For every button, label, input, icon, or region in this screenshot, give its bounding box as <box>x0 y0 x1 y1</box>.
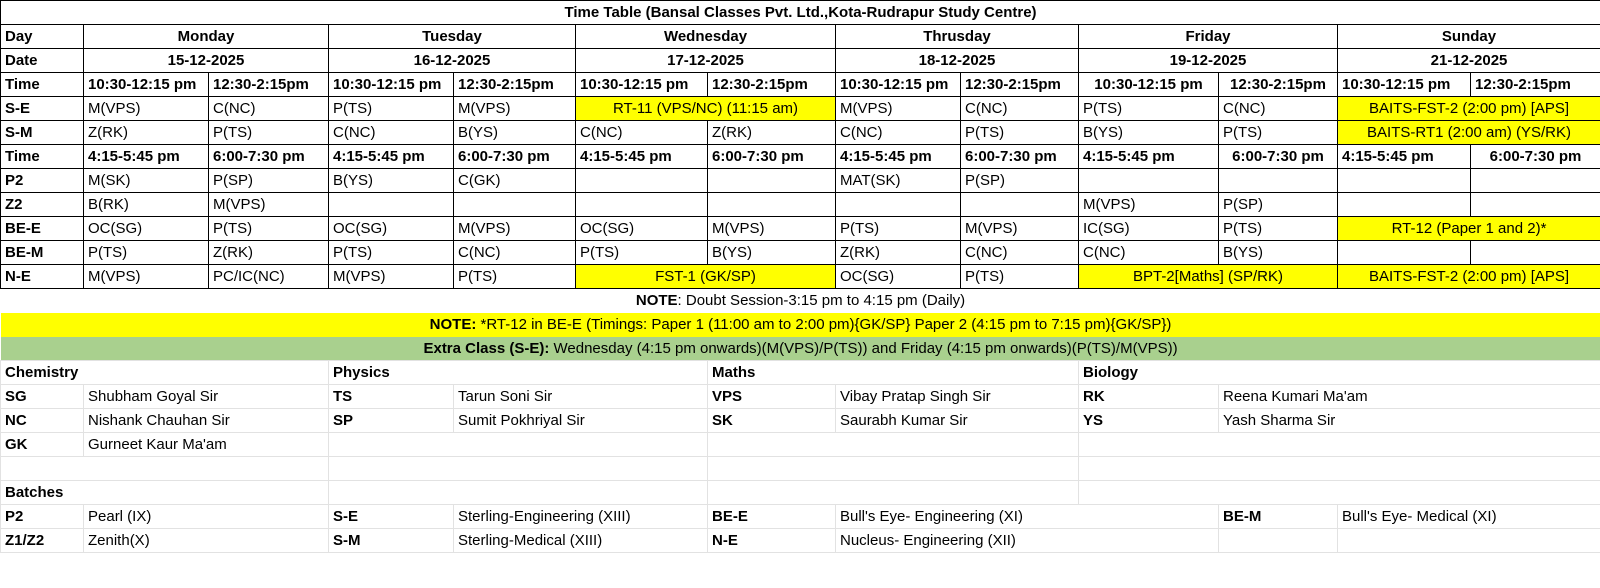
empty-cell <box>708 433 1079 457</box>
class-cell: C(NC) <box>1219 97 1338 121</box>
faculty-code: GK <box>1 433 84 457</box>
note-text: : Doubt Session-3:15 pm to 4:15 pm (Daily) <box>677 292 966 310</box>
slot-morning-1: 10:30-12:15 pm <box>1079 73 1219 97</box>
slot-morning-1: 10:30-12:15 pm <box>84 73 209 97</box>
class-cell <box>1471 169 1600 193</box>
class-cell: OC(SG) <box>84 217 209 241</box>
empty-cell <box>1 457 329 481</box>
extra-class-note <box>1 337 1600 361</box>
faculty-code: RK <box>1079 385 1219 409</box>
faculty-code: TS <box>329 385 454 409</box>
class-cell: M(VPS) <box>84 97 209 121</box>
class-cell: M(SK) <box>84 169 209 193</box>
empty-cell <box>329 457 708 481</box>
date-friday: 19-12-2025 <box>1079 49 1338 73</box>
slot-evening-1: 4:15-5:45 pm <box>836 145 961 169</box>
batch-label: P2 <box>1 169 84 193</box>
class-cell <box>1079 169 1219 193</box>
slot-morning-2: 12:30-2:15pm <box>1471 73 1600 97</box>
slot-evening-2: 6:00-7:30 pm <box>1219 145 1338 169</box>
batch-label: BE-M <box>1 241 84 265</box>
class-cell: M(VPS) <box>209 193 329 217</box>
note-label: NOTE: <box>429 316 477 333</box>
note-label: NOTE <box>635 292 678 310</box>
batch-name: Pearl (IX) <box>84 505 329 529</box>
class-cell: C(NC) <box>1079 241 1219 265</box>
batch-name: Bull's Eye- Engineering (XI) <box>836 505 1219 529</box>
faculty-code: YS <box>1079 409 1219 433</box>
empty-cell <box>329 481 708 505</box>
class-cell: M(VPS) <box>84 265 209 289</box>
batch-label: S-E <box>1 97 84 121</box>
class-cell: P(SP) <box>961 169 1079 193</box>
class-cell: M(VPS) <box>329 265 454 289</box>
class-cell: B(YS) <box>708 241 836 265</box>
slot-evening-1: 4:15-5:45 pm <box>84 145 209 169</box>
test-cell: RT-11 (VPS/NC) (11:15 am) <box>576 97 836 121</box>
class-cell: P(TS) <box>329 241 454 265</box>
class-cell: M(VPS) <box>454 217 576 241</box>
date-thursday: 18-12-2025 <box>836 49 1079 73</box>
batch-code: BE-M <box>1219 505 1338 529</box>
faculty-name: Vibay Pratap Singh Sir <box>836 385 1079 409</box>
batch-code: BE-E <box>708 505 836 529</box>
class-cell <box>1338 193 1471 217</box>
faculty-code: SP <box>329 409 454 433</box>
date-monday: 15-12-2025 <box>84 49 329 73</box>
time-label: Time <box>1 73 84 97</box>
day-friday: Friday <box>1079 25 1338 49</box>
class-cell: C(GK) <box>454 169 576 193</box>
class-cell: C(NC) <box>836 121 961 145</box>
date-label: Date <box>1 49 84 73</box>
class-cell: P(SP) <box>209 169 329 193</box>
batch-label: N-E <box>1 265 84 289</box>
batch-label: BE-E <box>1 217 84 241</box>
class-cell: P(TS) <box>961 121 1079 145</box>
test-cell: FST-1 (GK/SP) <box>576 265 836 289</box>
faculty-code: SK <box>708 409 836 433</box>
batch-code: N-E <box>708 529 836 553</box>
slot-morning-2: 12:30-2:15pm <box>454 73 576 97</box>
class-cell <box>1471 241 1600 265</box>
class-cell: B(YS) <box>454 121 576 145</box>
page-title: Time Table (Bansal Classes Pvt. Ltd.,Kota-Rudrapur Study Centre) <box>1 1 1600 25</box>
rt12-note <box>1 313 1600 337</box>
class-cell: P(SP) <box>1219 193 1338 217</box>
class-cell <box>961 193 1079 217</box>
slot-morning-1: 10:30-12:15 pm <box>836 73 961 97</box>
faculty-name: Saurabh Kumar Sir <box>836 409 1079 433</box>
class-cell: OC(SG) <box>576 217 708 241</box>
class-cell: P(TS) <box>1219 121 1338 145</box>
slot-morning-2: 12:30-2:15pm <box>1219 73 1338 97</box>
slot-morning-1: 10:30-12:15 pm <box>329 73 454 97</box>
subject-chemistry: Chemistry <box>1 361 329 385</box>
class-cell: Z(RK) <box>209 241 329 265</box>
slot-morning-2: 12:30-2:15pm <box>708 73 836 97</box>
time-label: Time <box>1 145 84 169</box>
test-cell: BAITS-RT1 (2:00 am) (YS/RK) <box>1338 121 1600 145</box>
batch-code <box>1219 529 1338 553</box>
class-cell: OC(SG) <box>329 217 454 241</box>
slot-morning-2: 12:30-2:15pm <box>961 73 1079 97</box>
class-cell: C(NC) <box>961 97 1079 121</box>
class-cell: MAT(SK) <box>836 169 961 193</box>
subject-maths: Maths <box>708 361 1079 385</box>
slot-morning-2: 12:30-2:15pm <box>209 73 329 97</box>
class-cell: C(NC) <box>961 241 1079 265</box>
date-wednesday: 17-12-2025 <box>576 49 836 73</box>
empty-cell <box>1079 457 1600 481</box>
slot-evening-2: 6:00-7:30 pm <box>961 145 1079 169</box>
subject-physics: Physics <box>329 361 708 385</box>
test-cell: BAITS-FST-2 (2:00 pm) [APS] <box>1338 97 1600 121</box>
class-cell: M(VPS) <box>454 97 576 121</box>
day-monday: Monday <box>84 25 329 49</box>
empty-cell <box>329 433 708 457</box>
empty-cell <box>708 481 1079 505</box>
test-cell: RT-12 (Paper 1 and 2)* <box>1338 217 1600 241</box>
class-cell <box>1338 169 1471 193</box>
batch-name <box>1338 529 1600 553</box>
slot-evening-1: 4:15-5:45 pm <box>329 145 454 169</box>
date-sunday: 21-12-2025 <box>1338 49 1600 73</box>
class-cell <box>1471 193 1600 217</box>
day-label: Day <box>1 25 84 49</box>
batch-name: Sterling-Engineering (XIII) <box>454 505 708 529</box>
slot-morning-1: 10:30-12:15 pm <box>1338 73 1471 97</box>
class-cell: P(TS) <box>1219 217 1338 241</box>
faculty-name: Reena Kumari Ma'am <box>1219 385 1600 409</box>
batch-name: Zenith(X) <box>84 529 329 553</box>
slot-evening-2: 6:00-7:30 pm <box>454 145 576 169</box>
faculty-code: SG <box>1 385 84 409</box>
slot-evening-2: 6:00-7:30 pm <box>708 145 836 169</box>
class-cell: P(TS) <box>454 265 576 289</box>
class-cell: PC/IC(NC) <box>209 265 329 289</box>
test-cell: BAITS-FST-2 (2:00 pm) [APS] <box>1338 265 1600 289</box>
note-text: *RT-12 in BE-E (Timings: Paper 1 (11:00 am to 2:00 pm){GK/SP} Paper 2 (4:15 pm to 7:15 pm){GK/SP}) <box>476 316 1172 333</box>
batches-heading: Batches <box>1 481 329 505</box>
slot-evening-2: 6:00-7:30 pm <box>209 145 329 169</box>
slot-evening-1: 4:15-5:45 pm <box>1338 145 1471 169</box>
batch-name: Sterling-Medical (XIII) <box>454 529 708 553</box>
class-cell: P(TS) <box>1079 97 1219 121</box>
class-cell: C(NC) <box>454 241 576 265</box>
batch-name: Bull's Eye- Medical (XI) <box>1338 505 1600 529</box>
class-cell: M(VPS) <box>836 97 961 121</box>
day-wednesday: Wednesday <box>576 25 836 49</box>
slot-evening-1: 4:15-5:45 pm <box>1079 145 1219 169</box>
empty-cell <box>1079 433 1600 457</box>
class-cell: IC(SG) <box>1079 217 1219 241</box>
note-label: Extra Class (S-E): <box>423 339 550 357</box>
class-cell: Z(RK) <box>84 121 209 145</box>
subject-biology: Biology <box>1079 361 1600 385</box>
class-cell: B(YS) <box>1079 121 1219 145</box>
class-cell <box>708 169 836 193</box>
class-cell <box>329 193 454 217</box>
class-cell: OC(SG) <box>836 265 961 289</box>
class-cell <box>576 169 708 193</box>
batch-label: S-M <box>1 121 84 145</box>
empty-cell <box>708 457 1079 481</box>
faculty-code: VPS <box>708 385 836 409</box>
note-text: Wednesday (4:15 pm onwards)(M(VPS)/P(TS)) and Friday (4:15 pm onwards)(P(TS)/M(VPS)) <box>549 339 1178 357</box>
batch-code: S-M <box>329 529 454 553</box>
date-tuesday: 16-12-2025 <box>329 49 576 73</box>
test-cell: BPT-2[Maths] (SP/RK) <box>1079 265 1338 289</box>
class-cell: P(TS) <box>961 265 1079 289</box>
class-cell: P(TS) <box>209 121 329 145</box>
faculty-name: Tarun Soni Sir <box>454 385 708 409</box>
class-cell: P(TS) <box>329 97 454 121</box>
class-cell: M(VPS) <box>1079 193 1219 217</box>
batch-name: Nucleus- Engineering (XII) <box>836 529 1219 553</box>
faculty-name: Yash Sharma Sir <box>1219 409 1600 433</box>
class-cell <box>836 193 961 217</box>
slot-evening-2: 6:00-7:30 pm <box>1471 145 1600 169</box>
batch-code: Z1/Z2 <box>1 529 84 553</box>
class-cell <box>576 193 708 217</box>
class-cell: P(TS) <box>576 241 708 265</box>
class-cell: B(YS) <box>1219 241 1338 265</box>
empty-cell <box>1079 481 1600 505</box>
faculty-name: Nishank Chauhan Sir <box>84 409 329 433</box>
batch-code: P2 <box>1 505 84 529</box>
class-cell: P(TS) <box>84 241 209 265</box>
faculty-name: Sumit Pokhriyal Sir <box>454 409 708 433</box>
class-cell: Z(RK) <box>836 241 961 265</box>
class-cell <box>1338 241 1471 265</box>
batch-label: Z2 <box>1 193 84 217</box>
class-cell: P(TS) <box>836 217 961 241</box>
class-cell: M(VPS) <box>708 217 836 241</box>
class-cell: C(NC) <box>329 121 454 145</box>
day-sunday: Sunday <box>1338 25 1600 49</box>
class-cell: C(NC) <box>576 121 708 145</box>
batch-code: S-E <box>329 505 454 529</box>
faculty-name: Shubham Goyal Sir <box>84 385 329 409</box>
class-cell: B(YS) <box>329 169 454 193</box>
doubt-session-note <box>1 289 1600 313</box>
class-cell: M(VPS) <box>961 217 1079 241</box>
class-cell <box>1219 169 1338 193</box>
day-tuesday: Tuesday <box>329 25 576 49</box>
class-cell <box>708 193 836 217</box>
faculty-name: Gurneet Kaur Ma'am <box>84 433 329 457</box>
faculty-code: NC <box>1 409 84 433</box>
class-cell: C(NC) <box>209 97 329 121</box>
slot-morning-1: 10:30-12:15 pm <box>576 73 708 97</box>
class-cell: B(RK) <box>84 193 209 217</box>
day-thursday: Thrusday <box>836 25 1079 49</box>
slot-evening-1: 4:15-5:45 pm <box>576 145 708 169</box>
class-cell: P(TS) <box>209 217 329 241</box>
class-cell <box>454 193 576 217</box>
class-cell: Z(RK) <box>708 121 836 145</box>
